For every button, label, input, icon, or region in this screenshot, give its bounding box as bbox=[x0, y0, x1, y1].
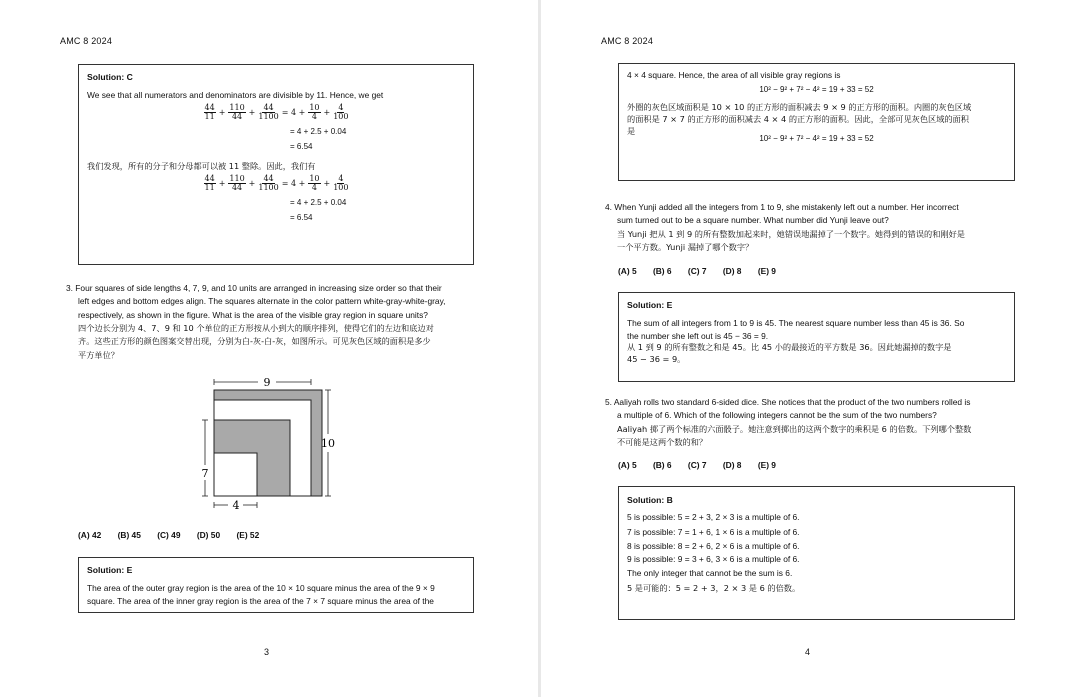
solution-text: The area of the outer gray region is the area of the 10 × 10 square minus the area of the 9 × 9 bbox=[87, 583, 435, 594]
label-4: 4 bbox=[232, 499, 240, 512]
solution-text: 4 × 4 square. Hence, the area of all visible gray regions is bbox=[627, 70, 841, 80]
equation-line: = 6.54 bbox=[290, 142, 313, 152]
choice-d: (D) 8 bbox=[722, 266, 742, 276]
answer-choices bbox=[78, 530, 273, 540]
choice-b: (B) 45 bbox=[117, 530, 141, 540]
choice-a: (A) 5 bbox=[618, 460, 637, 470]
question-text-cn: 一个平方数。Yunji 漏掉了哪个数字？ bbox=[617, 242, 754, 252]
choice-e: (E) 9 bbox=[757, 266, 776, 276]
question-text: 4. When Yunji added all the integers from 1 to 9, she mistakenly left out a number. Her incorrect bbox=[605, 202, 959, 212]
page-number: 4 bbox=[805, 647, 811, 657]
equation-line: = 4 + 2.5 + 0.04 bbox=[290, 127, 347, 137]
solution-text-cn: 的面积是 7 × 7 的正方形的面积减去 4 × 4 的正方形的面积。因此，全部可见灰色区域的面积 bbox=[627, 113, 969, 124]
solution-title: Solution: E bbox=[87, 565, 133, 575]
choice-d: (D) 50 bbox=[196, 530, 221, 540]
solution-2-box bbox=[78, 64, 474, 265]
solution-text-cn: 是 bbox=[627, 125, 636, 136]
label-10: 10 bbox=[321, 437, 335, 450]
answer-choices bbox=[618, 266, 790, 276]
page-4 bbox=[541, 0, 1080, 697]
solution-text: The only integer that cannot be the sum is 6. bbox=[627, 567, 793, 578]
question-5 bbox=[605, 396, 1025, 449]
equation-line: = 6.54 bbox=[290, 213, 313, 223]
solution-title: Solution: E bbox=[627, 300, 673, 310]
fraction-equation: $\frac{44}{11}$ + $\frac{110}{44}$ + $\frac{44}{1100}$ = 4 + $\frac{10}{4}$ + $\frac{4}{100}$ bbox=[204, 173, 349, 193]
question-text: sum turned out to be a square number. What number did Yunji leave out? bbox=[617, 215, 889, 226]
choice-e: (E) 52 bbox=[236, 530, 260, 540]
solution-text-cn: 5 是可能的：5 = 2 + 3，2 × 3 是 6 的倍数。 bbox=[627, 582, 801, 593]
solution-title: Solution: C bbox=[87, 72, 133, 82]
squares-figure bbox=[196, 372, 346, 512]
question-4 bbox=[605, 201, 1025, 254]
question-text: 5. Aaliyah rolls two standard 6-sided dice. She notices that the product of the two numbers rolled is bbox=[605, 397, 971, 407]
solution-text: The sum of all integers from 1 to 9 is 45. The nearest square number less than 45 is 36. So bbox=[627, 318, 965, 329]
solution-text-cn: 我们发现，所有的分子和分母都可以被 11 整除。因此，我们有 bbox=[87, 160, 316, 171]
choice-c: (C) 7 bbox=[687, 266, 707, 276]
solution-text: 9 is possible: 9 = 3 + 6, 3 × 6 is a multiple of 6. bbox=[627, 554, 800, 565]
page-header: AMC 8 2024 bbox=[60, 36, 113, 46]
question-text: 3. Four squares of side lengths 4, 7, 9, and 10 units are arranged in increasing size order so that their bbox=[66, 283, 442, 293]
question-text: a multiple of 6. Which of the following integers cannot be the sum of the two numbers? bbox=[617, 410, 937, 421]
solution-text-cn: 45 − 36 = 9。 bbox=[627, 353, 686, 364]
solution-5-box bbox=[618, 486, 1015, 620]
choice-b: (B) 6 bbox=[652, 460, 672, 470]
solution-text: the number she left out is 45 − 36 = 9. bbox=[627, 330, 769, 341]
solution-text-cn: 外圈的灰色区域面积是 10 × 10 的正方形的面积减去 9 × 9 的正方形的面积。内圈的灰色区域 bbox=[627, 101, 972, 112]
choice-e: (E) 9 bbox=[757, 460, 776, 470]
fraction-equation: $\frac{44}{11}$ + $\frac{110}{44}$ + $\frac{44}{1100}$ = 4 + $\frac{10}{4}$ + $\frac{4}{100}$ bbox=[204, 102, 349, 122]
choice-c: (C) 7 bbox=[687, 460, 707, 470]
solution-text-cn: 从 1 到 9 的所有整数之和是 45。比 45 小的最接近的平方数是 36。因此她漏掉的数字是 bbox=[627, 341, 952, 352]
square-4-white bbox=[214, 453, 257, 496]
solution-text: 7 is possible: 7 = 1 + 6, 1 × 6 is a multiple of 6. bbox=[627, 526, 800, 537]
question-text: left edges and bottom edges align. The squares alternate in the color pattern white-gray-white-gray, bbox=[78, 296, 446, 307]
question-text: respectively, as shown in the figure. What is the area of the visible gray region in square units? bbox=[78, 309, 428, 320]
choice-b: (B) 6 bbox=[652, 266, 672, 276]
question-text-cn: Aaliyah 掷了两个标准的六面骰子。她注意到掷出的这两个数字的乘积是 6 的倍数。下列哪个整数 bbox=[617, 423, 972, 434]
solution-title: Solution: B bbox=[627, 495, 673, 505]
solution-3-box bbox=[78, 557, 474, 613]
question-text-cn: 不可能是这两个数的和？ bbox=[617, 437, 708, 447]
solution-text: square. The area of the inner gray region is the area of the 7 × 7 square minus the area of the bbox=[87, 595, 434, 606]
choice-a: (A) 42 bbox=[78, 530, 102, 540]
label-9: 9 bbox=[263, 376, 271, 389]
equation-line: = 4 + 2.5 + 0.04 bbox=[290, 198, 347, 208]
question-3 bbox=[66, 282, 486, 362]
page-number: 3 bbox=[264, 647, 270, 657]
answer-choices bbox=[618, 460, 790, 470]
question-text-cn: 四个边长分别为 4、7、9 和 10 个单位的正方形按从小到大的顺序排列，使得它们的左边和底边对 bbox=[78, 323, 434, 334]
solution-text: We see that all numerators and denominators are divisible by 11. Hence, we get bbox=[87, 90, 384, 101]
choice-a: (A) 5 bbox=[618, 266, 637, 276]
solution-4-box bbox=[618, 292, 1015, 382]
solution-text: 5 is possible: 5 = 2 + 3, 2 × 3 is a multiple of 6. bbox=[627, 512, 800, 523]
equation-line: 10² − 9² + 7² − 4² = 19 + 33 = 52 bbox=[759, 85, 874, 95]
solution-text: 8 is possible: 8 = 2 + 6, 2 × 6 is a multiple of 6. bbox=[627, 541, 800, 552]
choice-c: (C) 49 bbox=[157, 530, 181, 540]
question-text-cn: 平方单位？ bbox=[78, 349, 119, 360]
question-text-cn: 当 Yunji 把从 1 到 9 的所有整数加起来时，她错误地漏掉了一个数字。她得到的错误的和刚好是 bbox=[617, 228, 965, 239]
choice-d: (D) 8 bbox=[722, 460, 742, 470]
equation-line: 10² − 9² + 7² − 4² = 19 + 33 = 52 bbox=[759, 134, 874, 144]
label-7: 7 bbox=[201, 467, 209, 480]
solution-3-continued-box bbox=[618, 63, 1015, 181]
page-header: AMC 8 2024 bbox=[601, 36, 654, 46]
page-3 bbox=[0, 0, 538, 697]
question-text-cn: 齐。这些正方形的颜色图案交替出现，分别为白-灰-白-灰，如图所示。可见灰色区域的面积是多少 bbox=[78, 336, 431, 347]
